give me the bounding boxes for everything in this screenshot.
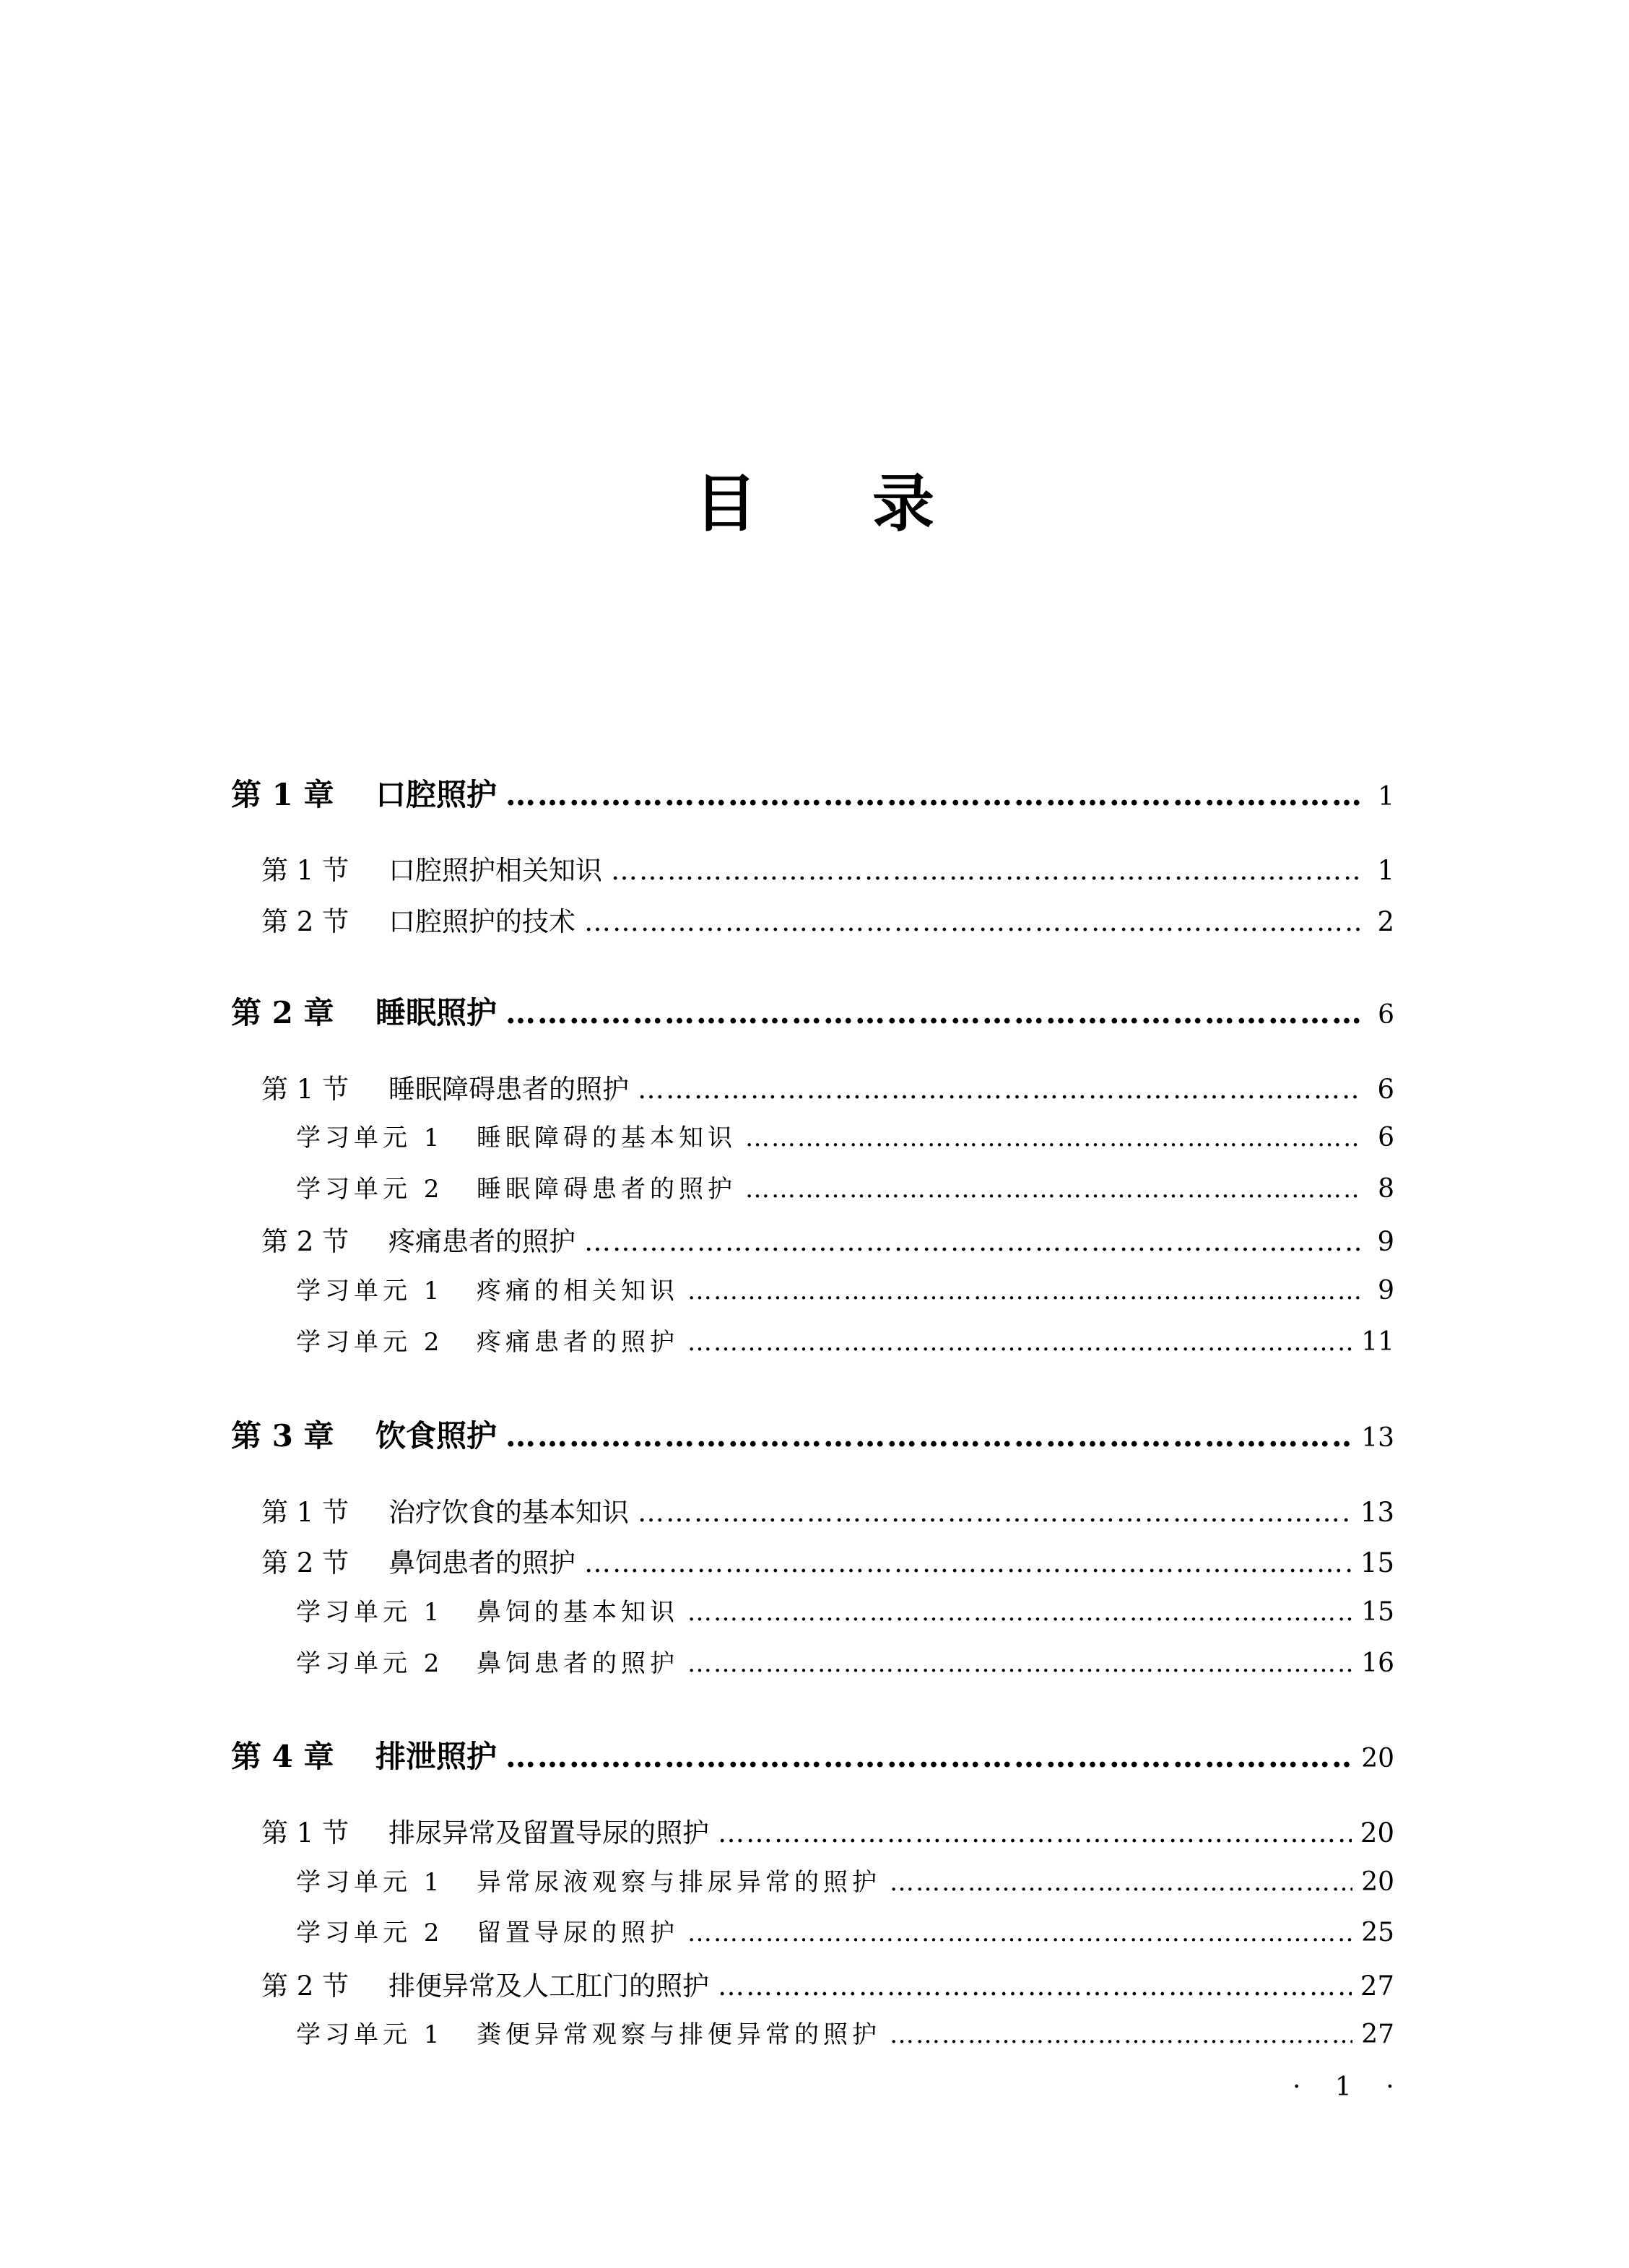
unit-title: 鼻饲的基本知识 — [477, 1598, 679, 1627]
toc-section[interactable] — [261, 900, 1394, 939]
section-title: 疼痛患者的照护 — [388, 1226, 575, 1257]
leader-dots — [718, 1817, 1352, 1848]
section-number: 第 1 节 — [261, 1074, 349, 1105]
section-number: 第 1 节 — [261, 855, 349, 886]
toc-chapter-3[interactable] — [231, 1412, 1394, 1456]
page-number: 20 — [1361, 1744, 1394, 1773]
section-title: 排尿异常及留置导尿的照护 — [388, 1817, 709, 1848]
toc-section[interactable] — [261, 1541, 1394, 1580]
page-number: 1 — [1378, 782, 1394, 812]
unit-title: 粪便异常观察与排便异常的照护 — [477, 2020, 881, 2049]
page-number: 25 — [1361, 1918, 1394, 1947]
chapter-title: 口腔照护 — [375, 777, 498, 812]
section-number: 第 2 节 — [261, 1226, 349, 1257]
leader-dots — [505, 1739, 1352, 1774]
page-number: 13 — [1361, 1423, 1394, 1453]
unit-number: 学习单元 1 — [296, 1277, 444, 1305]
section-number: 第 2 节 — [261, 1547, 349, 1578]
section-number: 第 2 节 — [261, 1971, 349, 2002]
page-folio: · 1 · — [1293, 2072, 1407, 2102]
section-number: 第 2 节 — [261, 906, 349, 937]
unit-number: 学习单元 1 — [296, 2020, 444, 2049]
leader-dots — [638, 1074, 1360, 1105]
unit-number: 学习单元 1 — [296, 1124, 444, 1152]
page-number: 15 — [1361, 1597, 1394, 1627]
title-char-right: 录 — [872, 467, 934, 540]
toc-unit[interactable] — [296, 1169, 1394, 1204]
unit-number: 学习单元 2 — [296, 1328, 444, 1357]
unit-title: 疼痛的相关知识 — [477, 1277, 679, 1305]
toc-unit[interactable] — [296, 1592, 1394, 1628]
toc-unit[interactable] — [296, 2015, 1394, 2050]
toc-chapter-4[interactable] — [231, 1733, 1394, 1776]
toc-unit[interactable] — [296, 1271, 1394, 1306]
toc-unit[interactable] — [296, 1913, 1394, 1948]
page-number: 6 — [1377, 1074, 1394, 1105]
page-number: 9 — [1378, 1276, 1394, 1305]
toc-unit[interactable] — [296, 1862, 1394, 1898]
page-number: 13 — [1360, 1497, 1394, 1528]
page-number: 6 — [1378, 1123, 1394, 1152]
chapter-title: 排泄照护 — [375, 1739, 498, 1774]
section-title: 口腔照护的技术 — [388, 906, 575, 937]
unit-number: 学习单元 2 — [296, 1649, 444, 1678]
page-number: 27 — [1361, 2020, 1394, 2049]
leader-dots — [584, 1226, 1360, 1257]
page-number: 27 — [1360, 1971, 1394, 2002]
toc-unit[interactable] — [296, 1643, 1394, 1679]
chapter-title: 饮食照护 — [375, 1418, 498, 1454]
toc-unit[interactable] — [296, 1322, 1394, 1357]
page-number: 20 — [1360, 1817, 1394, 1848]
leader-dots — [745, 1175, 1360, 1204]
leader-dots — [505, 777, 1360, 812]
leader-dots — [718, 1971, 1352, 2002]
unit-number: 学习单元 2 — [296, 1919, 444, 1947]
section-title: 口腔照护相关知识 — [388, 855, 602, 886]
page-number: 11 — [1361, 1327, 1394, 1357]
unit-number: 学习单元 2 — [296, 1175, 444, 1204]
toc-chapter-1[interactable] — [231, 771, 1394, 814]
leader-dots — [687, 1649, 1352, 1678]
section-title: 排便异常及人工肛门的照护 — [388, 1971, 709, 2002]
title-char-left: 目 — [695, 467, 757, 540]
unit-number: 学习单元 1 — [296, 1868, 444, 1897]
page-number: 8 — [1378, 1174, 1394, 1204]
section-number: 第 1 节 — [261, 1817, 349, 1848]
section-title: 治疗饮食的基本知识 — [388, 1497, 629, 1528]
toc-section[interactable] — [261, 1490, 1394, 1529]
toc-section[interactable] — [261, 1811, 1394, 1850]
page-number: 20 — [1361, 1867, 1394, 1897]
leader-dots — [687, 1328, 1352, 1357]
leader-dots — [505, 995, 1360, 1030]
chapter-number: 第 4 章 — [231, 1739, 334, 1774]
leader-dots — [638, 1497, 1352, 1528]
page-number: 15 — [1360, 1547, 1394, 1578]
chapter-number: 第 1 章 — [231, 777, 334, 812]
page-number: 2 — [1377, 906, 1394, 937]
leader-dots — [584, 906, 1360, 937]
page-number: 16 — [1361, 1648, 1394, 1678]
page-number: 9 — [1377, 1226, 1394, 1257]
toc-section[interactable] — [261, 1067, 1394, 1106]
section-title: 睡眠障碍患者的照护 — [388, 1074, 629, 1105]
unit-title: 鼻饲患者的照护 — [477, 1649, 679, 1678]
unit-title: 疼痛患者的照护 — [477, 1328, 679, 1357]
chapter-number: 第 3 章 — [231, 1418, 334, 1454]
leader-dots — [611, 855, 1360, 886]
leader-dots — [687, 1919, 1352, 1947]
leader-dots — [505, 1418, 1352, 1454]
unit-title: 睡眠障碍的基本知识 — [477, 1124, 737, 1152]
section-number: 第 1 节 — [261, 1497, 349, 1528]
leader-dots — [745, 1124, 1360, 1152]
leader-dots — [687, 1277, 1360, 1305]
leader-dots — [890, 1868, 1352, 1897]
leader-dots — [890, 2020, 1352, 2049]
toc-chapter-2[interactable] — [231, 989, 1394, 1033]
toc-section[interactable] — [261, 1964, 1394, 2003]
chapter-title: 睡眠照护 — [375, 995, 498, 1030]
unit-title: 留置导尿的照护 — [477, 1919, 679, 1947]
unit-number: 学习单元 1 — [296, 1598, 444, 1627]
page-number: 6 — [1378, 1000, 1394, 1030]
chapter-number: 第 2 章 — [231, 995, 334, 1030]
unit-title: 异常尿液观察与排尿异常的照护 — [477, 1868, 881, 1897]
toc-unit[interactable] — [296, 1118, 1394, 1153]
toc-section[interactable] — [261, 848, 1394, 887]
leader-dots — [584, 1547, 1352, 1578]
toc-section[interactable] — [261, 1220, 1394, 1259]
page-number: 1 — [1377, 855, 1394, 886]
leader-dots — [687, 1598, 1352, 1627]
unit-title: 睡眠障碍患者的照护 — [477, 1175, 737, 1204]
section-title: 鼻饲患者的照护 — [388, 1547, 575, 1578]
